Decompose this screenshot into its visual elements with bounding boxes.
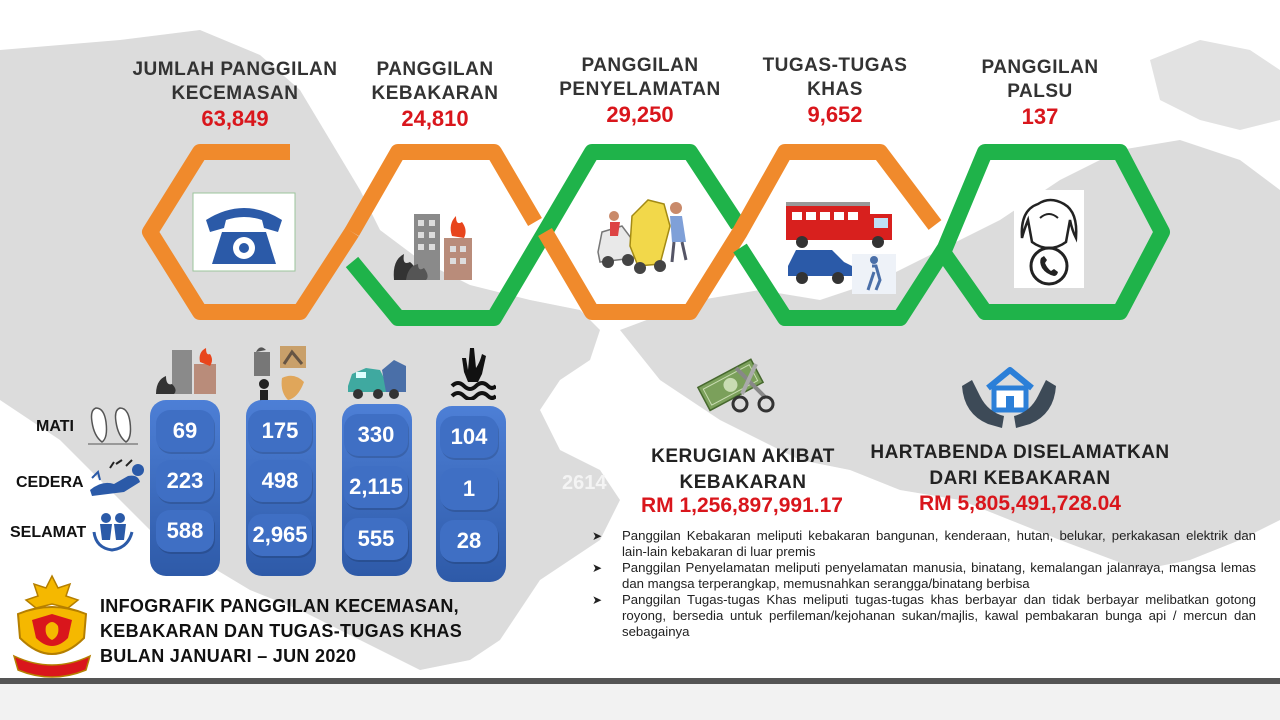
category-value-4: 9,652	[807, 102, 863, 127]
casualty-col4-mati: 104	[440, 416, 498, 458]
casualty-col4-selamat: 28	[440, 520, 498, 562]
money-scissors-icon	[696, 354, 780, 418]
category-title-1: JUMLAH PANGGILAN KECEMASAN	[132, 59, 338, 104]
arrow-bullet-icon: ➤	[592, 529, 603, 543]
category-value-5: 137	[1021, 104, 1059, 129]
building-fire-small-icon	[154, 346, 220, 398]
deceased-feet-icon	[86, 402, 140, 448]
casualty-col4-cedera: 1	[440, 468, 498, 510]
fire-truck-icon	[782, 198, 900, 296]
casualty-col2-mati: 175	[248, 410, 312, 452]
saved-people-icon	[92, 508, 134, 552]
house-hands-icon	[958, 358, 1060, 432]
bomba-emblem-icon	[6, 574, 98, 678]
category-title-5: PANGGILAN PALSU	[981, 57, 1099, 102]
casualty-col3-cedera: 2,115	[344, 466, 408, 508]
note-item: ➤ Panggilan Kebakaran meliputi kebakaran bangunan, kenderaan, hutan, belukar, perkakasan elektrik dan lain-lain kebakaran di luar premis	[592, 528, 1256, 559]
drowning-icon	[450, 344, 496, 400]
stray-number: 2614	[562, 472, 607, 494]
casualty-col3-selamat: 555	[344, 518, 408, 560]
prank-call-icon	[1014, 190, 1084, 288]
injured-person-icon	[88, 458, 150, 498]
row-label-mati: MATI	[36, 418, 74, 435]
casualty-col1-mati: 69	[156, 410, 214, 452]
row-label-selamat: SELAMAT	[10, 524, 87, 541]
arrow-bullet-icon: ➤	[592, 593, 603, 607]
note-item: ➤ Panggilan Penyelamatan meliputi penyelamatan manusia, binatang, kemalangan jalanraya, mangsa lemas dan mangsa terperangkap, memusnahkan serangga/binatang berbisa	[592, 560, 1256, 591]
casualty-col2-selamat: 2,965	[248, 514, 312, 556]
note-item: ➤ Panggilan Tugas-tugas Khas meliputi tugas-tugas khas berbayar dan tidak berbayar melibatkan gotong royong, bersedia untuk perfileman/kejohanan sukan/majlis, kawal pembakaran bunga api / mercun dan sebagainya	[592, 592, 1256, 639]
casualty-col2-cedera: 498	[248, 460, 312, 502]
casualty-col1-cedera: 223	[156, 460, 214, 502]
category-value-1: 63,849	[201, 106, 269, 131]
category-title-3: PANGGILAN PENYELAMATAN	[559, 55, 721, 100]
car-crash-icon	[346, 356, 408, 400]
category-value-3: 29,250	[606, 102, 674, 127]
category-title-4: TUGAS-TUGAS KHAS	[762, 55, 908, 100]
casualty-col3-mati: 330	[344, 414, 408, 456]
loss-title: KERUGIAN AKIBAT KEBAKARAN	[651, 446, 835, 493]
loss-value: RM 1,256,897,991.17	[641, 494, 843, 517]
car-accident-icon	[588, 186, 698, 278]
notes-list	[592, 528, 1256, 640]
bottom-area	[0, 684, 1280, 720]
casualty-col1-selamat: 588	[156, 510, 214, 552]
rescue-icon	[250, 344, 312, 404]
row-label-cedera: CEDERA	[16, 474, 84, 491]
infographic-title: INFOGRAFIK PANGGILAN KECEMASAN, KEBAKARAN DAN TUGAS-TUGAS KHAS BULAN JANUARI – JUN 2020	[100, 596, 462, 666]
building-fire-icon	[388, 206, 484, 286]
saved-title: HARTABENDA DISELAMATKAN DARI KEBAKARAN	[870, 442, 1170, 489]
category-value-2: 24,810	[401, 106, 469, 131]
arrow-bullet-icon: ➤	[592, 561, 603, 575]
telephone-icon	[192, 192, 296, 272]
category-title-2: PANGGILAN KEBAKARAN	[371, 59, 499, 104]
saved-value: RM 5,805,491,728.04	[919, 492, 1121, 515]
